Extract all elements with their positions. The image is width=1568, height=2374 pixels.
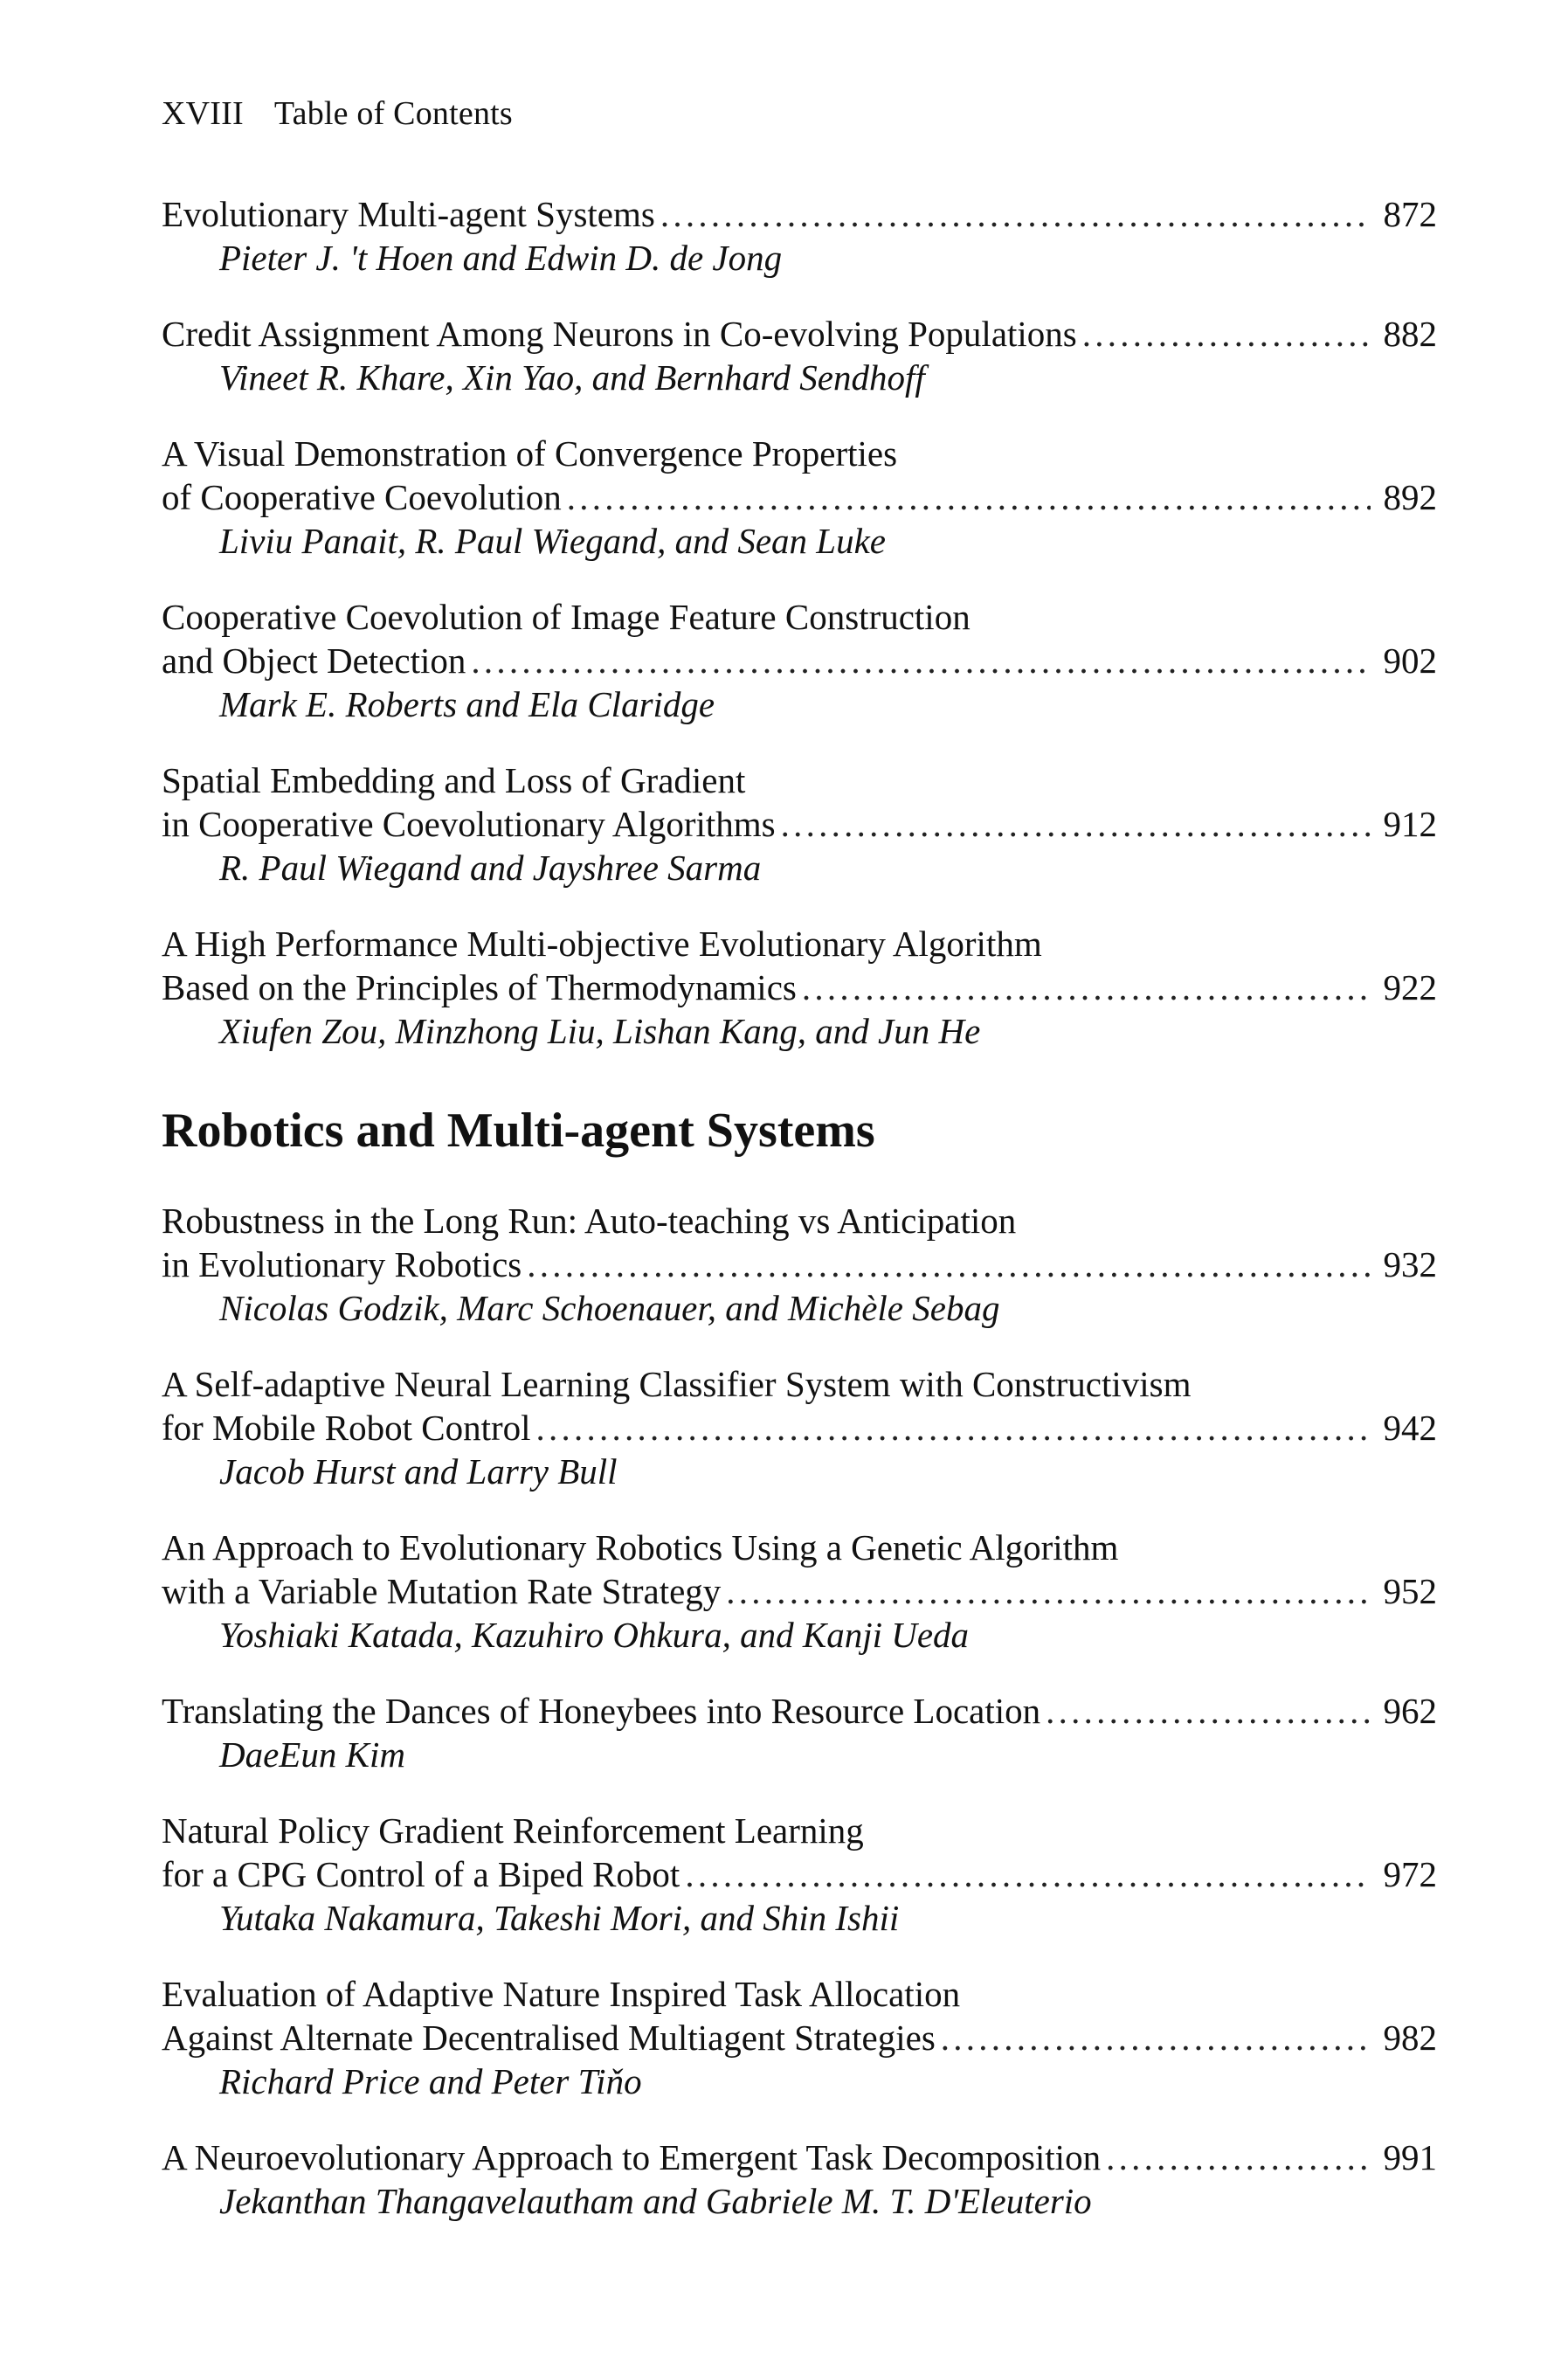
entry-title-line: [162, 1526, 1437, 1569]
entry-page-number[interactable]: 892: [1383, 477, 1437, 517]
dot-leader: [1106, 2135, 1371, 2179]
entry-authors: Xiufen Zou, Minzhong Liu, Lishan Kang, and Jun He: [219, 1011, 981, 1051]
entry-title: Robustness in the Long Run: Auto-teaching vs Anticipation: [162, 1201, 1017, 1241]
entry-title-line-final: [162, 966, 1437, 1009]
entry-authors: Richard Price and Peter Tiňo: [219, 2061, 642, 2101]
entry-title: and Object Detection: [162, 640, 466, 681]
entry-title-line-final: [162, 1406, 1437, 1450]
entry-title-line: [162, 1199, 1437, 1242]
toc-entry[interactable]: [162, 1689, 1437, 1776]
entry-page-number[interactable]: 882: [1383, 314, 1437, 354]
entry-title-line: [162, 1809, 1437, 1852]
entry-authors: Liviu Panait, R. Paul Wiegand, and Sean Luke: [219, 521, 886, 561]
entry-title-line: [162, 432, 1437, 475]
entry-page-number[interactable]: 962: [1383, 1691, 1437, 1731]
page-number: XVIII: [162, 95, 244, 132]
entry-page-number[interactable]: 932: [1383, 1244, 1437, 1284]
toc-entry[interactable]: [162, 595, 1437, 726]
dot-leader: [802, 966, 1371, 1009]
toc-entry[interactable]: [162, 1199, 1437, 1330]
entry-page-number[interactable]: 991: [1383, 2137, 1437, 2177]
toc-entry[interactable]: [162, 758, 1437, 889]
entry-page-number[interactable]: 902: [1383, 640, 1437, 681]
entry-title-line-final: [162, 312, 1437, 356]
entry-title: Natural Policy Gradient Reinforcement Learning: [162, 1810, 864, 1851]
running-head: [162, 94, 513, 133]
entry-authors: Yutaka Nakamura, Takeshi Mori, and Shin Ishii: [219, 1898, 900, 1938]
entry-title: A Self-adaptive Neural Learning Classifier System with Constructivism: [162, 1364, 1192, 1404]
entry-authors: Pieter J. 't Hoen and Edwin D. de Jong: [219, 238, 783, 278]
entry-title: of Cooperative Coevolution: [162, 477, 562, 517]
running-title: Table of Contents: [273, 95, 513, 132]
entry-title: A Neuroevolutionary Approach to Emergent Task Decomposition: [162, 2137, 1102, 2177]
entry-title: in Evolutionary Robotics: [162, 1244, 522, 1284]
entry-title: An Approach to Evolutionary Robotics Using a Genetic Algorithm: [162, 1527, 1119, 1568]
entry-title: Against Alternate Decentralised Multiagent Strategies: [162, 2018, 936, 2058]
entry-authors: Jekanthan Thangavelautham and Gabriele M. T. D'Eleuterio: [219, 2181, 1092, 2221]
entry-title-line-final: [162, 1242, 1437, 1286]
entry-title-line-final: [162, 2016, 1437, 2059]
entry-title-line: [162, 1972, 1437, 2016]
entry-authors: Jacob Hurst and Larry Bull: [219, 1451, 618, 1492]
dot-leader: [527, 1242, 1371, 1286]
dot-leader: [685, 1852, 1371, 1896]
entry-title: A Visual Demonstration of Convergence Properties: [162, 433, 898, 474]
entry-title: A High Performance Multi-objective Evolutionary Algorithm: [162, 924, 1042, 964]
entry-title-line: [162, 1362, 1437, 1406]
entry-page-number[interactable]: 952: [1383, 1571, 1437, 1611]
entry-title-line-final: [162, 192, 1437, 236]
entry-title-line-final: [162, 1569, 1437, 1613]
dot-leader: [660, 192, 1371, 236]
entry-title-line-final: [162, 639, 1437, 682]
entry-authors: DaeEun Kim: [219, 1734, 405, 1775]
entry-title-line-final: [162, 1689, 1437, 1733]
entry-title-line-final: [162, 1852, 1437, 1896]
section-heading: Robotics and Multi-agent Systems: [162, 1104, 875, 1158]
entry-title: in Cooperative Coevolutionary Algorithms: [162, 804, 776, 844]
entry-authors: Mark E. Roberts and Ela Claridge: [219, 684, 715, 724]
dot-leader: [941, 2016, 1371, 2059]
toc-entry[interactable]: [162, 1972, 1437, 2103]
entry-authors: Yoshiaki Katada, Kazuhiro Ohkura, and Kanji Ueda: [219, 1615, 970, 1655]
entry-title: Evaluation of Adaptive Nature Inspired Task Allocation: [162, 1974, 961, 2014]
toc-entry[interactable]: [162, 312, 1437, 399]
toc-entry[interactable]: [162, 192, 1437, 280]
toc-entry[interactable]: [162, 432, 1437, 563]
entry-title: Spatial Embedding and Loss of Gradient: [162, 760, 746, 800]
dot-leader: [1046, 1689, 1371, 1733]
toc-section-1: [162, 192, 1437, 1085]
entry-authors: R. Paul Wiegand and Jayshree Sarma: [219, 848, 762, 888]
entry-title: for Mobile Robot Control: [162, 1408, 531, 1448]
toc-section-2: [162, 1199, 1437, 2255]
dot-leader: [536, 1406, 1371, 1450]
dot-leader: [567, 475, 1371, 519]
entry-title: Credit Assignment Among Neurons in Co-evolving Populations: [162, 314, 1077, 354]
entry-title: for a CPG Control of a Biped Robot: [162, 1854, 680, 1894]
entry-title: with a Variable Mutation Rate Strategy: [162, 1571, 722, 1611]
toc-entry[interactable]: [162, 1526, 1437, 1657]
entry-title-line-final: [162, 475, 1437, 519]
entry-title-line: [162, 922, 1437, 966]
entry-page-number[interactable]: 982: [1383, 2018, 1437, 2058]
entry-page-number[interactable]: 872: [1383, 194, 1437, 234]
entry-title: Evolutionary Multi-agent Systems: [162, 194, 655, 234]
entry-page-number[interactable]: 922: [1383, 967, 1437, 1007]
entry-title-line: [162, 758, 1437, 802]
entry-page-number[interactable]: 972: [1383, 1854, 1437, 1894]
entry-title-line-final: [162, 2135, 1437, 2179]
toc-entry[interactable]: [162, 1362, 1437, 1493]
toc-entry[interactable]: [162, 922, 1437, 1053]
entry-title: Cooperative Coevolution of Image Feature Construction: [162, 597, 971, 637]
entry-page-number[interactable]: 942: [1383, 1408, 1437, 1448]
entry-title-line-final: [162, 802, 1437, 846]
toc-entry[interactable]: [162, 2135, 1437, 2223]
entry-authors: Nicolas Godzik, Marc Schoenauer, and Michèle Sebag: [219, 1288, 1000, 1328]
dot-leader: [1082, 312, 1371, 356]
dot-leader: [471, 639, 1371, 682]
entry-title: Based on the Principles of Thermodynamics: [162, 967, 797, 1007]
entry-title-line: [162, 595, 1437, 639]
entry-authors: Vineet R. Khare, Xin Yao, and Bernhard Sendhoff: [219, 357, 925, 398]
toc-entry[interactable]: [162, 1809, 1437, 1940]
entry-title: Translating the Dances of Honeybees into Resource Location: [162, 1691, 1041, 1731]
dot-leader: [781, 802, 1371, 846]
dot-leader: [726, 1569, 1371, 1613]
entry-page-number[interactable]: 912: [1383, 804, 1437, 844]
